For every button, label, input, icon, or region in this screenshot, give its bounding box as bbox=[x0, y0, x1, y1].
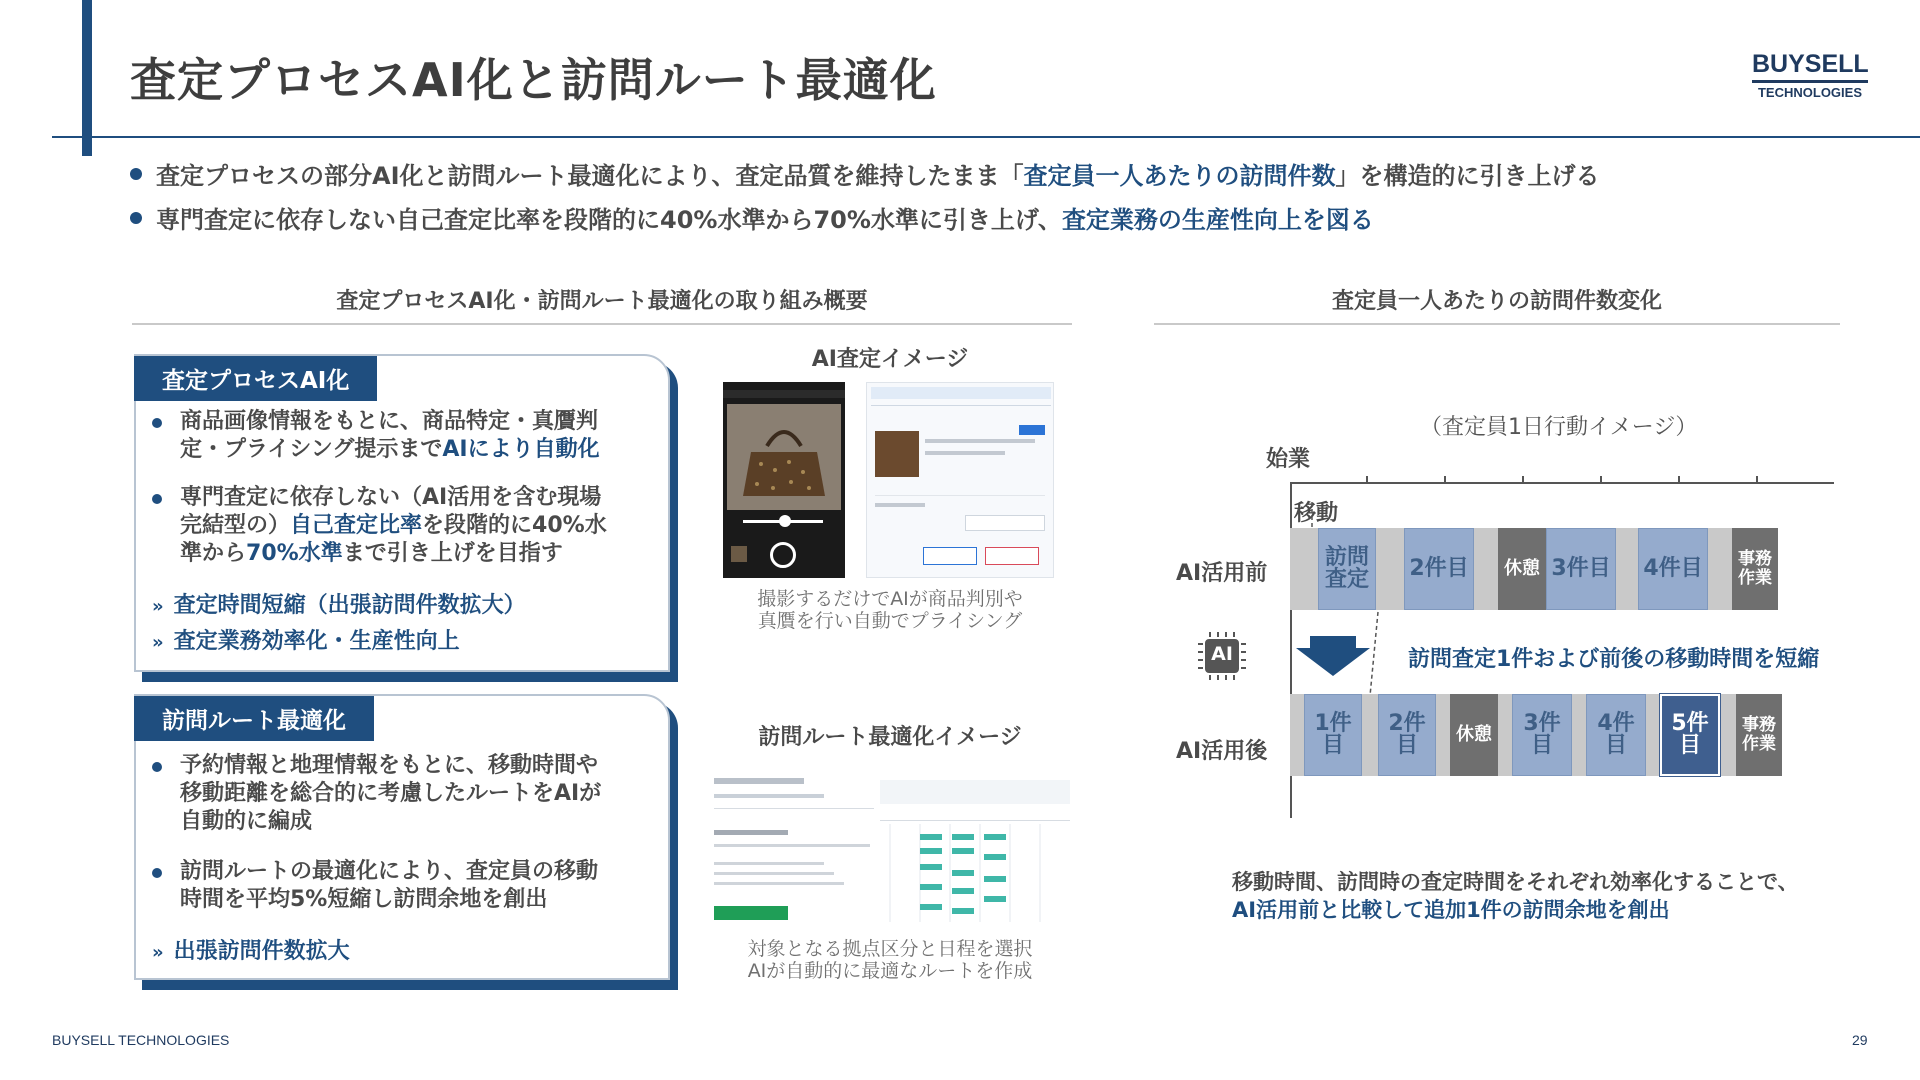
conclusion-line-2: AI活用前と比較して追加1件の訪問余地を創出 bbox=[1232, 898, 1670, 922]
left-section-divider bbox=[132, 323, 1072, 325]
bullet-text: 」を構造的に引き上げる bbox=[1335, 162, 1600, 190]
caption-line: 撮影するだけでAIが商品判別や bbox=[757, 588, 1023, 610]
bullet-dot bbox=[152, 868, 162, 878]
mock-divider bbox=[880, 820, 1070, 821]
segment-label: 3件目 bbox=[1551, 556, 1611, 581]
mock-price-input[interactable] bbox=[965, 515, 1045, 531]
mock-run-button[interactable] bbox=[714, 906, 788, 920]
card-item-line bbox=[180, 512, 650, 540]
card-item-line: 移動距離を総合的に考慮したルートをAIが bbox=[180, 781, 602, 806]
card-item-text: 完結型の） bbox=[180, 513, 291, 538]
mock-text-line bbox=[925, 439, 1035, 443]
bullet-highlight: 査定員一人あたりの訪問件数 bbox=[1023, 162, 1336, 190]
page-title: 査定プロセスAI化と訪問ルート最適化 bbox=[130, 53, 937, 107]
schedule-grid bbox=[880, 824, 1070, 922]
bullet-highlight: 査定業務の生産性向上を図る bbox=[1061, 206, 1374, 234]
row-label-before: AI活用前 bbox=[1176, 561, 1268, 586]
segment-label: 3件目 bbox=[1523, 711, 1561, 758]
mock-ng-button[interactable] bbox=[985, 547, 1039, 565]
segment-label: 査定 bbox=[1324, 567, 1369, 592]
down-arrow-icon bbox=[1296, 636, 1370, 676]
card-item-line bbox=[180, 436, 650, 464]
route-caption bbox=[720, 938, 1060, 982]
segment-label: 訪問 bbox=[1324, 545, 1369, 570]
route-schedule-mockup bbox=[876, 774, 1074, 924]
segment-label: 作業 bbox=[1742, 734, 1776, 754]
card1-item-2 bbox=[180, 484, 650, 568]
handbag-icon bbox=[727, 404, 841, 510]
segment-after-6 bbox=[1660, 694, 1720, 776]
mock-text-line bbox=[714, 778, 804, 784]
mock-badge bbox=[1019, 425, 1045, 435]
mock-divider bbox=[875, 495, 1045, 496]
card-item-line: 専門査定に依存しない（AI活用を含む現場 bbox=[180, 485, 602, 510]
segment-before-6 bbox=[1732, 528, 1778, 610]
bullet-dot bbox=[152, 762, 162, 772]
conclusion-line-1: 移動時間、訪問時の査定時間をそれぞれ効率化することで、 bbox=[1232, 870, 1799, 894]
chevron-right-icon: » bbox=[152, 942, 164, 963]
card2-tag: 訪問ルート最適化 bbox=[134, 696, 374, 741]
card-item-line: 自動的に編成 bbox=[180, 809, 313, 834]
card2-outcome-1 bbox=[152, 934, 350, 965]
mock-ok-button[interactable] bbox=[923, 547, 977, 565]
card-item-text: 準から bbox=[180, 541, 247, 566]
card2-item-1 bbox=[180, 752, 650, 836]
segment-label: 4件目 bbox=[1643, 556, 1703, 581]
shutter-button[interactable] bbox=[770, 542, 796, 568]
bullet-dot bbox=[130, 168, 142, 180]
mock-divider bbox=[871, 405, 1051, 406]
page-number: 29 bbox=[1852, 1032, 1868, 1048]
mock-product-image bbox=[875, 431, 919, 477]
right-section-title: 査定員一人あたりの訪問件数変化 bbox=[1331, 289, 1662, 314]
segment-label: 休憩 bbox=[1504, 558, 1540, 579]
bullet-dot bbox=[152, 494, 162, 504]
card1-outcome-2 bbox=[152, 624, 460, 655]
card-item-line: 訪問ルートの最適化により、査定員の移動 bbox=[180, 859, 599, 884]
timeline-horizontal-axis bbox=[1290, 482, 1834, 484]
chevron-right-icon: » bbox=[152, 596, 164, 617]
zoom-slider-handle[interactable] bbox=[779, 515, 791, 527]
segment-label: 4件目 bbox=[1597, 711, 1635, 758]
thumbnail-icon[interactable] bbox=[731, 546, 747, 562]
segment-label: 5件目 bbox=[1671, 711, 1709, 758]
row-label-after: AI活用後 bbox=[1176, 739, 1268, 764]
logo-sub-text: TECHNOLOGIES bbox=[1757, 85, 1862, 100]
bullet-dot bbox=[152, 418, 162, 428]
outcome-text: 査定業務効率化・生産性向上 bbox=[173, 629, 460, 654]
chevron-right-icon: » bbox=[152, 632, 164, 653]
mock-text-line bbox=[714, 872, 834, 875]
card-item-highlight: 自己査定比率 bbox=[290, 513, 423, 538]
time-tick bbox=[1444, 476, 1446, 484]
segment-after-4 bbox=[1512, 694, 1572, 776]
card-item-highlight: 70%水準 bbox=[246, 541, 343, 566]
card-item-line bbox=[180, 540, 650, 568]
mock-summary-row bbox=[880, 780, 1070, 804]
segment-label: 休憩 bbox=[1456, 724, 1492, 745]
phone-status-bar bbox=[723, 390, 845, 398]
bullet-text: 専門査定に依存しない自己査定比率を段階的に40%水準から70%水準に引き上げ、 bbox=[156, 206, 1062, 234]
time-tick bbox=[1756, 476, 1758, 484]
left-section-title: 査定プロセスAI化・訪問ルート最適化の取り組み概要 bbox=[336, 289, 868, 314]
card1-item-1 bbox=[180, 408, 650, 464]
mock-tabs bbox=[871, 387, 1051, 399]
card-item-text: 定・プライシング提示まで bbox=[180, 437, 443, 462]
chart-subtitle: （査定員1日行動イメージ） bbox=[1420, 415, 1698, 440]
bullet-dot bbox=[130, 212, 142, 224]
card-item-line: 予約情報と地理情報をもとに、移動時間や bbox=[180, 753, 599, 778]
summary-bullet-2 bbox=[130, 200, 1374, 235]
mock-divider bbox=[714, 808, 874, 809]
company-logo bbox=[1752, 50, 1868, 100]
route-bot-mockup bbox=[712, 774, 876, 924]
mock-text-line bbox=[714, 862, 824, 865]
segment-after-2 bbox=[1378, 694, 1436, 776]
segment-label: 2件目 bbox=[1409, 556, 1469, 581]
segment-before-2 bbox=[1404, 528, 1474, 610]
logo-main-text: BUYSELL bbox=[1752, 50, 1869, 78]
mock-text-line bbox=[714, 830, 788, 835]
time-tick bbox=[1600, 476, 1602, 484]
phone-camera-mockup bbox=[723, 382, 845, 578]
move-label: 移動 bbox=[1294, 501, 1339, 526]
right-section-divider bbox=[1154, 323, 1840, 325]
segment-label: 作業 bbox=[1738, 568, 1772, 588]
card-item-text: を段階的に40%水 bbox=[422, 513, 607, 538]
reduction-note: 訪問査定1件および前後の移動時間を短縮 bbox=[1408, 647, 1820, 672]
time-tick bbox=[1522, 476, 1524, 484]
card-item-line: 時間を平均5%短縮し訪問余地を創出 bbox=[180, 887, 548, 912]
header-accent-bar bbox=[82, 0, 92, 156]
mock-text-line bbox=[714, 844, 870, 847]
ai-chip-text: AI bbox=[1211, 643, 1233, 665]
time-tick bbox=[1366, 476, 1368, 484]
segment-label: 事務 bbox=[1738, 549, 1772, 569]
segment-before-5 bbox=[1638, 528, 1708, 610]
segment-after-5 bbox=[1586, 694, 1646, 776]
card1-outcome-1 bbox=[152, 588, 526, 619]
header-divider bbox=[52, 136, 1920, 138]
caption-line: AIが自動的に最適なルートを作成 bbox=[747, 960, 1033, 982]
mock-text-line bbox=[714, 882, 844, 885]
start-of-day-label: 始業 bbox=[1266, 447, 1311, 472]
segment-label: 1件目 bbox=[1314, 711, 1352, 758]
bullet-text: 査定プロセスの部分AI化と訪問ルート最適化により、査定品質を維持したまま「 bbox=[156, 162, 1024, 190]
summary-bullet-1 bbox=[130, 156, 1600, 191]
segment-after-7 bbox=[1736, 694, 1782, 776]
mock-text-line bbox=[714, 794, 824, 798]
logo-rule bbox=[1752, 80, 1868, 83]
segment-label: 2件目 bbox=[1388, 711, 1426, 758]
ai-assessment-caption bbox=[720, 588, 1060, 632]
card-item-line: 商品画像情報をもとに、商品特定・真贋判 bbox=[180, 409, 599, 434]
outcome-text: 出張訪問件数拡大 bbox=[173, 939, 350, 964]
mock-text-line bbox=[875, 503, 925, 507]
ai-assessment-image-title: AI査定イメージ bbox=[811, 347, 969, 372]
segment-before-4 bbox=[1546, 528, 1616, 610]
camera-preview bbox=[727, 404, 841, 510]
assessment-app-mockup bbox=[866, 382, 1054, 578]
card-item-highlight: AIにより自動化 bbox=[442, 437, 600, 462]
card1-tag: 査定プロセスAI化 bbox=[134, 356, 377, 401]
segment-before-3 bbox=[1498, 528, 1546, 610]
card2-item-2 bbox=[180, 858, 650, 914]
card-item-text: まで引き上げを目指す bbox=[342, 541, 563, 566]
time-tick bbox=[1678, 476, 1680, 484]
route-image-title: 訪問ルート最適化イメージ bbox=[758, 725, 1022, 750]
segment-label: 事務 bbox=[1742, 715, 1776, 735]
caption-line: 対象となる拠点区分と日程を選択 bbox=[747, 938, 1033, 960]
outcome-text: 査定時間短縮（出張訪問件数拡大） bbox=[173, 593, 526, 618]
footer-company: BUYSELL TECHNOLOGIES bbox=[52, 1032, 230, 1048]
ai-chip-icon bbox=[1196, 630, 1248, 682]
mock-text-line bbox=[925, 451, 1005, 455]
caption-line: 真贋を行い自動でプライシング bbox=[757, 610, 1023, 632]
segment-after-3 bbox=[1450, 694, 1498, 776]
segment-after-1 bbox=[1304, 694, 1362, 776]
